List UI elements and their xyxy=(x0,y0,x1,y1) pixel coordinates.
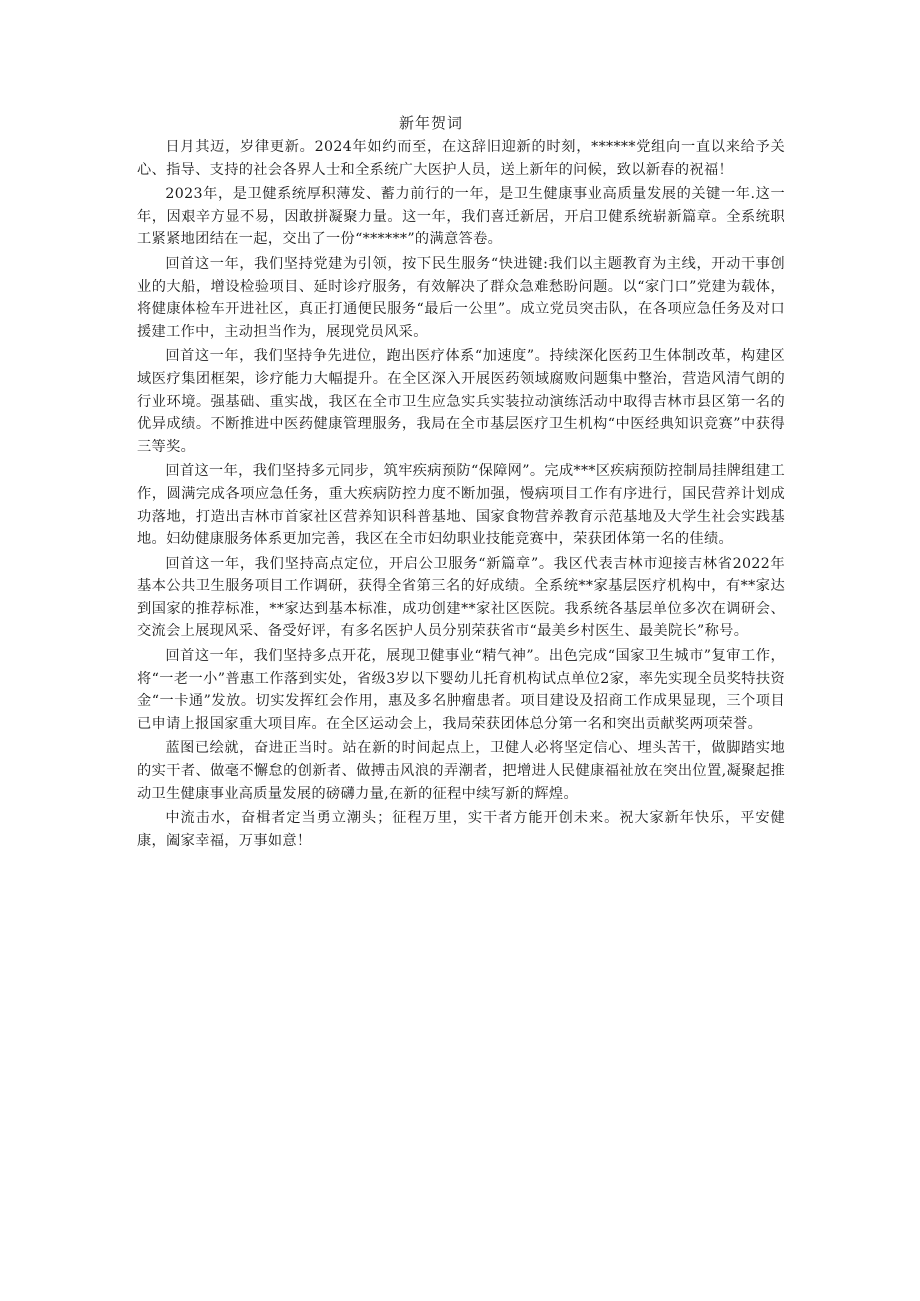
paragraph-2023-overview: 2023年，是卫健系统厚积薄发、蓄力前行的一年，是卫生健康事业高质量发展的关键一年.这一年，因艰辛方显不易，因敢拼凝聚力量。这一年，我们喜迁新居，开启卫健系统崭新篇章。全系统职工紧紧地团结在一起，交出了一份“******”的满意答卷。 xyxy=(137,186,785,248)
paragraph-greeting: 日月其迈，岁律更新。2024年如约而至，在这辞旧迎新的时刻，******党组向一直以来给予关心、指导、支持的社会各界人士和全系统广大医护人员，送上新年的问候，致以新春的祝福！ xyxy=(137,139,785,178)
paragraph-public-health: 回首这一年，我们坚持高点定位，开启公卫服务“新篇章”。我区代表吉林市迎接吉林省2022年基本公共卫生服务项目工作调研，获得全省第三名的好成绩。全系统**家基层医疗机构中，有**家达到国家的推荐标准，**家达到基本标准，成功创建**家社区医院。我系统各基层单位多次在调研会、交流会上展现风采、备受好评，有多名医护人员分别荣获省市“最美乡村医生、最美院长”称号。 xyxy=(137,555,785,640)
paragraph-blueprint: 蓝图已绘就，奋进正当时。站在新的时间起点上，卫健人必将坚定信心、埋头苦干，做脚踏实地的实干者、做毫不懈怠的创新者、做搏击风浪的弄潮者，把增进人民健康福祉放在突出位置,凝聚起推动卫生健康事业高质量发展的磅礴力量,在新的征程中续写新的辉煌。 xyxy=(137,740,785,802)
paragraph-achievements: 回首这一年，我们坚持多点开花，展现卫健事业“精气神”。出色完成“国家卫生城市”复审工作，将“一老一小”普惠工作落到实处，省级3岁以下婴幼儿托育机构试点单位2家，率先实现全员奖特扶资金“一卡通”发放。切实发挥红会作用，惠及多名肿瘤患者。项目建设及招商工作成果显现，三个项目已申请上报国家重大项目库。在全区运动会上，我局荣获团体总分第一名和突出贡献奖两项荣誉。 xyxy=(137,648,785,732)
page-title: 新年贺词 xyxy=(398,114,463,132)
paragraph-party-building: 回首这一年，我们坚持党建为引领，按下民生服务“快进键:我们以主题教育为主线，开动干事创业的大船，增设检验项目、延时诊疗服务，有效解决了群众急难愁盼问题。以“家门口”党建为载体，将健康体检车开进社区，真正打通便民服务“最后一公里”。成立党员突击队，在各项应急任务及对口援建工作中，主动担当作为，展现党员风采。 xyxy=(137,255,785,340)
paragraph-disease-prevention: 回首这一年，我们坚持多元同步，筑牢疾病预防“保障网”。完成***区疾病预防控制局挂牌组建工作，圆满完成各项应急任务，重大疾病防控力度不断加强，慢病项目工作有序进行，国民营养计划成功落地，打造出吉林市首家社区营养知识科普基地、国家食物营养教育示范基地及大学生社会实践基地。妇幼健康服务体系更加完善，我区在全市妇幼职业技能竞赛中，荣获团体第一名的佳绩。 xyxy=(137,463,785,548)
paragraph-closing-wishes: 中流击水，奋楫者定当勇立潮头；征程万里，实干者方能开创未来。祝大家新年快乐，平安健康，阖家幸福，万事如意！ xyxy=(137,810,785,849)
paragraph-medical-system: 回首这一年，我们坚持争先进位，跑出医疗体系“加速度”。持续深化医药卫生体制改革，构建区域医疗集团框架，诊疗能力大幅提升。在全区深入开展医药领域腐败问题集中整治，营造风清气朗的行业环境。强基础、重实战，我区在全市卫生应急实兵实装拉动演练活动中取得吉林市县区第一名的优异成绩。不断推进中医药健康管理服务，我局在全市基层医疗卫生机构“中医经典知识竞赛”中获得三等奖。 xyxy=(137,348,785,455)
document-page xyxy=(137,112,785,854)
